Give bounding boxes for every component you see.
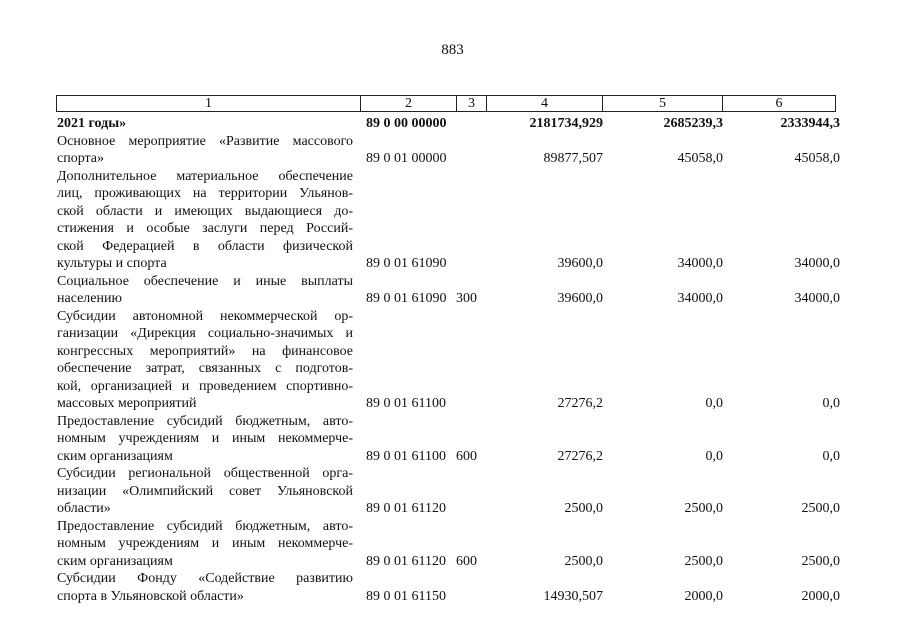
amount-col-4: 2181734,929	[529, 116, 603, 131]
table-body	[57, 115, 847, 605]
table-row	[57, 465, 847, 518]
row-description	[57, 570, 353, 605]
table-row	[57, 115, 847, 133]
amount-col-5: 0,0	[705, 448, 723, 464]
page-number: 883	[441, 42, 464, 58]
amount-col-4: 2500,0	[564, 553, 603, 569]
description-line: ганизации «Дирекция социально-значимых и	[57, 326, 353, 341]
amount-col-4: 27276,2	[557, 396, 603, 411]
expense-type-code: 300	[456, 291, 477, 306]
amount-col-4: 27276,2	[557, 448, 603, 464]
description-line: Субсидии автономной некоммерческой ор-	[57, 308, 353, 324]
expense-type-code: 600	[456, 448, 477, 464]
column-header-6: 6	[722, 96, 835, 111]
description-line: номным учреждениям и иным некоммерче-	[57, 431, 353, 446]
table-row	[57, 273, 847, 308]
table-row	[57, 308, 847, 413]
description-line: Субсидии региональной общественной орга-	[57, 466, 353, 481]
amount-col-5: 2000,0	[684, 588, 723, 604]
description-line: спорта»	[57, 151, 105, 166]
amount-col-6: 34000,0	[794, 291, 840, 306]
description-line: ской Федерацией в области физической	[57, 238, 353, 254]
description-line: населению	[57, 291, 122, 306]
amount-col-4: 39600,0	[557, 256, 603, 271]
expense-type-code: 600	[456, 553, 477, 569]
description-line: Основное мероприятие «Развитие массового	[57, 133, 353, 149]
amount-col-6: 34000,0	[794, 256, 840, 271]
amount-col-5: 0,0	[705, 396, 723, 411]
amount-col-5: 34000,0	[677, 291, 723, 306]
row-description	[57, 168, 353, 273]
table-row	[57, 570, 847, 605]
description-line: культуры и спорта	[57, 256, 167, 271]
amount-col-5: 34000,0	[677, 256, 723, 271]
description-line: конгрессных мероприятий» на финансовое	[57, 343, 353, 359]
column-header-1: 1	[205, 96, 212, 111]
table-row	[57, 518, 847, 571]
amount-col-6: 2500,0	[801, 553, 840, 569]
description-line: Дополнительное материальное обеспечение	[57, 168, 353, 184]
amount-col-5: 45058,0	[677, 151, 723, 166]
description-line: обеспечение затрат, связанных с подготов-	[57, 361, 353, 376]
amount-col-6: 0,0	[822, 396, 840, 411]
budget-code: 89 0 01 61120	[366, 553, 446, 569]
amount-col-4: 2500,0	[564, 501, 603, 516]
description-line: Предоставление субсидий бюджетным, авто-	[57, 518, 353, 534]
budget-code: 89 0 01 61100	[366, 448, 446, 464]
table-row	[57, 133, 847, 168]
budget-code: 89 0 01 00000	[366, 151, 447, 166]
table-row	[57, 168, 847, 273]
row-description	[57, 115, 353, 133]
amount-col-5: 2685239,3	[663, 116, 723, 131]
budget-code: 89 0 01 61150	[366, 588, 446, 604]
description-line: ским организациям	[57, 448, 173, 464]
description-line: Субсидии Фонду «Содействие развитию	[57, 571, 353, 586]
column-header-2: 2	[360, 96, 456, 111]
column-header-5: 5	[602, 96, 722, 111]
amount-col-5: 2500,0	[684, 501, 723, 516]
budget-code: 89 0 01 61120	[366, 501, 446, 516]
description-line: 2021 годы»	[57, 116, 127, 131]
row-description	[57, 465, 353, 518]
description-line: Социальное обеспечение и иные выплаты	[57, 273, 353, 289]
description-line: кой, организацией и проведением спортивно-	[57, 378, 353, 394]
amount-col-4: 14930,507	[543, 588, 603, 604]
amount-col-6: 0,0	[822, 448, 840, 464]
amount-col-4: 89877,507	[543, 151, 603, 166]
budget-code: 89 0 00 00000	[366, 116, 447, 131]
description-line: спорта в Ульяновской области»	[57, 588, 244, 604]
row-description	[57, 273, 353, 308]
budget-code: 89 0 01 61090	[366, 256, 447, 271]
description-line: Предоставление субсидий бюджетным, авто-	[57, 413, 353, 429]
amount-col-4: 39600,0	[557, 291, 603, 306]
description-line: массовых мероприятий	[57, 396, 197, 411]
description-line: области»	[57, 501, 111, 516]
row-description	[57, 413, 353, 466]
budget-code: 89 0 01 61090	[366, 291, 447, 306]
description-line: низации «Олимпийский совет Ульяновской	[57, 483, 353, 499]
amount-col-5: 2500,0	[684, 553, 723, 569]
amount-col-6: 2500,0	[801, 501, 840, 516]
column-header-3: 3	[456, 96, 486, 111]
row-description	[57, 133, 353, 168]
table-row	[57, 413, 847, 466]
description-line: номным учреждениям и иным некоммерче-	[57, 536, 353, 551]
description-line: лиц, проживающих на территории Ульянов-	[57, 186, 353, 201]
amount-col-6: 2333944,3	[780, 116, 840, 131]
column-header-4: 4	[486, 96, 602, 111]
description-line: стижения и особые заслуги перед Россий-	[57, 221, 353, 236]
budget-code: 89 0 01 61100	[366, 396, 446, 411]
description-line: ской области и имеющих выдающиеся до-	[57, 203, 353, 219]
description-line: ским организациям	[57, 553, 173, 569]
row-description	[57, 308, 353, 413]
row-description	[57, 518, 353, 571]
table-header-row	[56, 95, 836, 112]
amount-col-6: 45058,0	[794, 151, 840, 166]
amount-col-6: 2000,0	[801, 588, 840, 604]
